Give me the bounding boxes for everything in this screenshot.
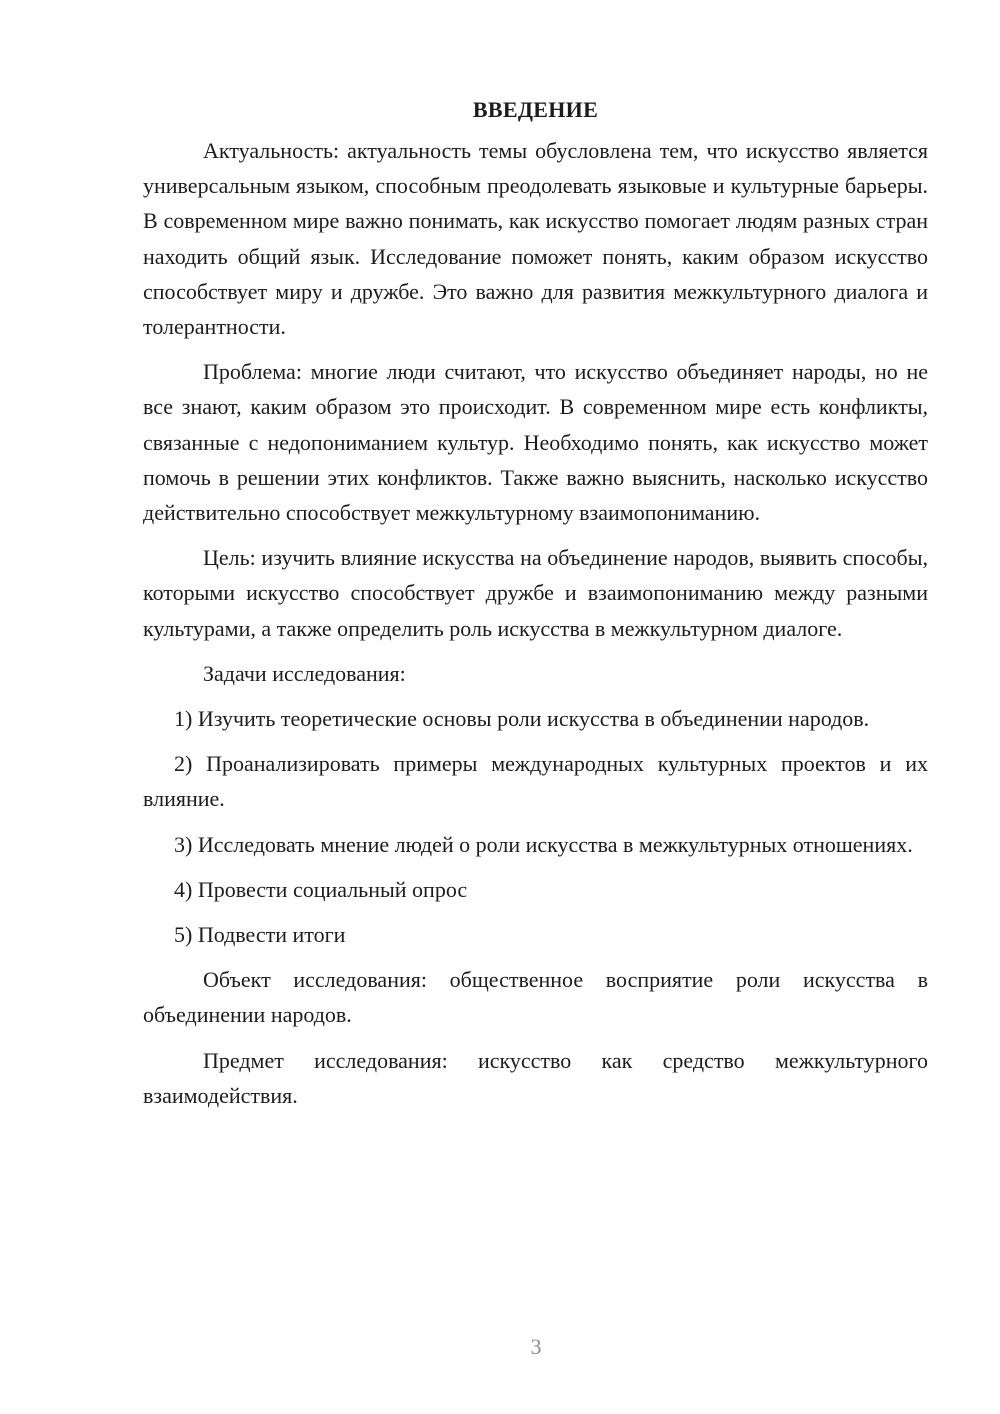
document-page	[143, 92, 928, 1123]
task-item-1: 1) Изучить теоретические основы роли искусства в объединении народов.	[174, 706, 870, 732]
relevance-paragraph: Актуальность: актуальность темы обусловлена тем, что искусство является универсальным языком, способным преодолевать языковые и культурные барьеры. В современном мире важно понимать, как искусство помогает людям разных стран находить общий язык. Исследование поможет понять, каким образом искусство способствует миру и дружбе. Это важно для развития межкультурного диалога и толерантности.	[143, 138, 928, 340]
task-item-3: 3) Исследовать мнение людей о роли искусства в межкультурных отношениях.	[174, 831, 913, 857]
task-item-4: 4) Провести социальный опрос	[174, 876, 468, 902]
goal-paragraph: Цель: изучить влияние искусства на объединение народов, выявить способы, которыми искусство способствует дружбе и взаимопониманию между разными культурами, а также определить роль искусства в межкультурном диалоге.	[143, 545, 928, 641]
object-paragraph: Объект исследования: общественное восприятие роли искусства в объединении народов.	[143, 967, 928, 1028]
page-number: 3	[530, 1334, 542, 1359]
page-title: ВВЕДЕНИЕ	[472, 97, 599, 122]
problem-paragraph: Проблема: многие люди считают, что искусство объединяет народы, но не все знают, каким образом это происходит. В современном мире есть конфликты, связанные с недопониманием культур. Необходимо понять, как искусство может помочь в решении этих конфликтов. Также важно выяснить, насколько искусство действительно способствует межкультурному взаимопониманию.	[143, 359, 928, 526]
task-item-5: 5) Подвести итоги	[174, 922, 346, 948]
tasks-heading: Задачи исследования:	[203, 660, 406, 686]
subject-paragraph: Предмет исследования: искусство как средство межкультурного взаимодействия.	[143, 1047, 928, 1108]
task-item-2: 2) Проанализировать примеры международных культурных проектов и их влияние.	[143, 751, 928, 812]
